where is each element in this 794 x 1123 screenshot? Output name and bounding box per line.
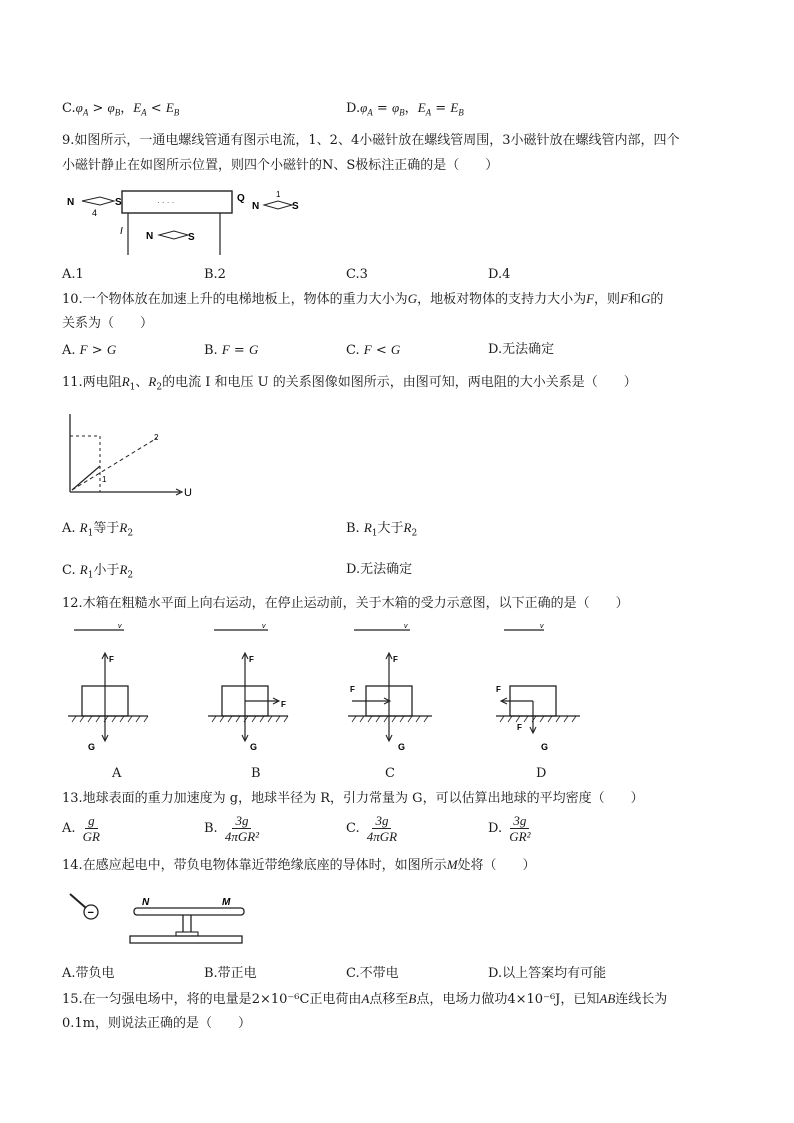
insulating-base	[130, 936, 242, 943]
q9-option-c[interactable]: C.3	[346, 267, 368, 282]
q13-frac-a: $\frac{g}{GR}$	[82, 813, 101, 844]
q10-option-b[interactable]: B. F = G	[204, 342, 259, 358]
fn-label: F	[517, 723, 522, 732]
q14-option-d[interactable]: D.以上答案均有可能	[488, 966, 607, 981]
needle3-n: N	[146, 231, 154, 242]
g-label: G	[398, 742, 406, 752]
q9-stem-line2: 小磁针静止在如图所示位置，则四个小磁针的N、S极标注正确的是（ ）	[62, 158, 499, 173]
needle1-num: 1	[276, 190, 281, 199]
conductor-bar	[134, 908, 244, 915]
needle4-n: N	[67, 197, 75, 208]
needle1-n: N	[252, 201, 260, 212]
q9-option-d[interactable]: D.4	[488, 267, 511, 282]
ff-label: F	[496, 685, 501, 694]
u-axis-label: U	[184, 487, 192, 499]
line-r2	[72, 438, 157, 490]
q13-option-c[interactable]: C. $\frac{3g}{\text{4πGR}}$	[346, 813, 400, 844]
q14-option-a[interactable]: A.带负电	[62, 966, 115, 981]
fn-label: F	[393, 655, 398, 664]
q12-option-c[interactable]: C	[385, 766, 395, 781]
q10-stem-line1: 10.一个物体放在加速上升的电梯地板上，物体的重力大小为G，地板对物体的支持力大小为F，则F和G的	[62, 291, 664, 307]
ground-hatch	[352, 716, 428, 722]
needle4-icon	[82, 197, 114, 205]
velocity-label: v	[118, 623, 122, 630]
q12-stem: 12.木箱在粗糙水平面上向右运动，在停止运动前，关于木箱的受力示意图，以下正确的是（ ）	[62, 596, 629, 611]
q11-option-b[interactable]: B. $R_1$大于$R_2$	[346, 520, 418, 539]
q11-option-d[interactable]: D.无法确定	[346, 562, 413, 577]
q14-induction-figure	[62, 888, 262, 958]
g-label: G	[88, 742, 96, 752]
ground-hatch	[500, 716, 576, 722]
solenoid-body	[122, 191, 232, 213]
q12-option-d[interactable]: D	[536, 766, 547, 781]
needle3-icon	[159, 231, 188, 239]
needle4-num: 4	[92, 208, 98, 218]
q14-option-c[interactable]: C.不带电	[346, 966, 399, 981]
q11-iu-graph	[62, 410, 202, 500]
fn-label: F	[109, 655, 114, 664]
velocity-label: v	[540, 623, 544, 630]
ground-hatch	[72, 716, 148, 722]
velocity-label: v	[262, 623, 266, 630]
g-label: G	[250, 742, 258, 752]
line-r1	[72, 466, 100, 490]
q12-diagram-d	[494, 622, 594, 757]
n-label: N	[142, 897, 150, 908]
q12-option-a[interactable]: A	[112, 766, 122, 781]
q9-solenoid-figure	[62, 185, 322, 255]
q15-stem-line1: 15.在一匀强电场中，将的电量是2×10⁻⁶C正电荷由A点移至B点，电场力做功4×10⁻⁶J，已知AB连线长为	[62, 991, 668, 1007]
r1-tag: 1	[102, 475, 107, 484]
q11-option-a[interactable]: A. $R_1$等于$R_2$	[62, 520, 134, 539]
q13-stem: 13.地球表面的重力加速度为 g，地球半径为 R，引力常量为 G，可以估算出地球的平均密度（ ）	[62, 791, 644, 806]
q10-option-c[interactable]: C. F < G	[346, 342, 401, 358]
q8-option-c[interactable]: $C.\varphi_A > \varphi_B$，$E_A < E_B$	[62, 100, 180, 118]
q13-option-b[interactable]: B. $\frac{3g}{\text{4πGR²}}$	[204, 813, 262, 844]
q14-stem: 14.在感应起电中，带负电物体靠近带绝缘底座的导体时，如图所示M处将（ ）	[62, 857, 536, 873]
q13-frac-c: $\frac{3g}{\text{4πGR}}$	[366, 813, 398, 844]
q10-stem-line2: 关系为（ ）	[62, 316, 154, 331]
negative-sign: −	[87, 907, 94, 919]
q13-frac-d: $\frac{3g}{\text{GR²}}$	[509, 813, 531, 844]
q11-stem: 11.两电阻$R_1$、$R_2$的电流 I 和电压 U 的关系图像如图所示，由图可知，两电阻的大小关系是（ ）	[62, 374, 637, 393]
q13-option-a[interactable]: A. $\frac{g}{GR}$	[62, 813, 103, 844]
q11-option-c[interactable]: C. $R_1$小于$R_2$	[62, 562, 134, 581]
needle1-s: S	[292, 201, 299, 212]
q14-option-b[interactable]: B.带正电	[204, 966, 257, 981]
fn-label: F	[249, 655, 254, 664]
q15-stem-line2: 0.1m，则说法正确的是（ ）	[62, 1016, 252, 1031]
q8-option-d[interactable]: $D.\varphi_A = \varphi_B$，$E_A = E_B$	[346, 100, 464, 118]
needle3-s: S	[188, 232, 195, 243]
current-label: I	[120, 226, 123, 237]
m-label: M	[222, 897, 231, 908]
needle1-icon	[264, 201, 292, 209]
q12-diagram-c	[346, 622, 446, 757]
q10-option-a[interactable]: A. F > G	[62, 342, 117, 358]
q9-option-a[interactable]: A.1	[62, 267, 84, 282]
velocity-label: v	[404, 623, 408, 630]
g-label: G	[541, 742, 549, 752]
ff-label: F	[281, 700, 286, 709]
solenoid-dots: · · · ·	[157, 198, 175, 207]
q9-option-b[interactable]: B.2	[204, 267, 226, 282]
charged-rod	[70, 894, 86, 908]
q10-option-d[interactable]: D.无法确定	[488, 342, 555, 357]
q12-diagram-a	[66, 622, 166, 757]
needle1-q: Q	[237, 193, 245, 204]
q9-stem-line1: 9.如图所示，一通电螺线管通有图示电流，1、2、4小磁针放在螺线管周围，3小磁针放在螺线管内部，四个	[62, 133, 680, 148]
q13-frac-b: $\frac{3g}{\text{4πGR²}}$	[224, 813, 260, 844]
q13-option-d[interactable]: D. $\frac{3g}{\text{GR²}}$	[488, 813, 533, 844]
r2-tag: 2	[154, 433, 159, 442]
q12-diagram-b	[206, 622, 306, 757]
q12-option-b[interactable]: B	[251, 766, 261, 781]
ff-label: F	[350, 685, 355, 694]
needle4-s: S	[115, 197, 122, 208]
ground-hatch	[212, 716, 288, 722]
